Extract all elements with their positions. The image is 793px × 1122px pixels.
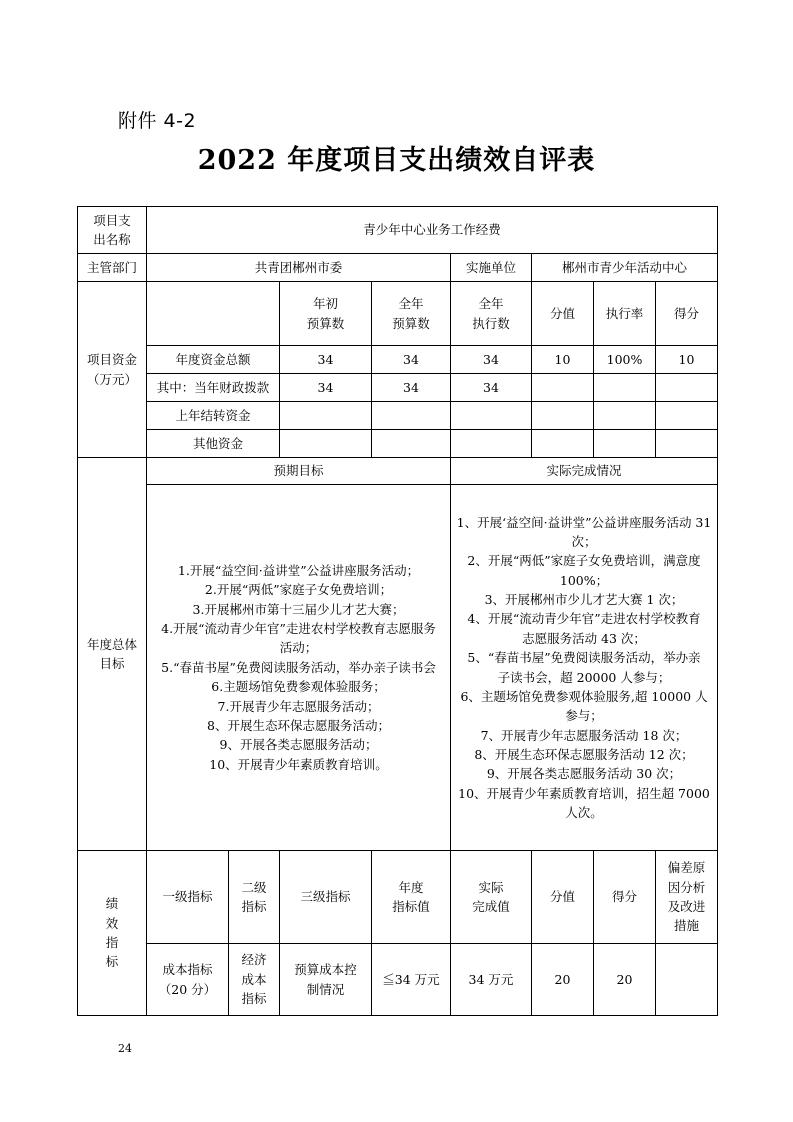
- funds-initial: [280, 430, 372, 458]
- funds-value: 10: [532, 346, 594, 374]
- funds-exec: [451, 402, 532, 430]
- score-header: 得分: [656, 282, 718, 346]
- level3-cell: 预算成本控 制情况: [280, 944, 372, 1016]
- actual-cell: 34 万元: [451, 944, 532, 1016]
- department-row: [78, 254, 718, 282]
- indicator-row: [78, 944, 718, 1016]
- funds-rate: [594, 402, 656, 430]
- funds-row-label: 其中：当年财政拨款: [147, 374, 280, 402]
- level1-cell: 成本指标 （20 分）: [147, 944, 229, 1016]
- funds-row: [78, 402, 718, 430]
- funds-full: [372, 402, 451, 430]
- attachment-label: 附件 4-2: [118, 110, 197, 132]
- project-name-value: 青少年中心业务工作经费: [147, 207, 718, 254]
- goals-content-row: [78, 485, 718, 851]
- level1-header: 一级指标: [147, 851, 229, 944]
- indicators-header-row: [78, 851, 718, 944]
- funds-initial: [280, 402, 372, 430]
- funds-initial: 34: [280, 374, 372, 402]
- value-header: 分值: [532, 851, 594, 944]
- unit-value: 郴州市青少年活动中心: [532, 254, 718, 282]
- funds-exec: 34: [451, 374, 532, 402]
- actual-completion-header: 实际完成情况: [451, 458, 718, 485]
- actual-header: 实际 完成值: [451, 851, 532, 944]
- funds-blank-header: [147, 282, 280, 346]
- score-value-header: 分值: [532, 282, 594, 346]
- funds-full: 34: [372, 346, 451, 374]
- funds-row: [78, 346, 718, 374]
- expected-goals-header: 预期目标: [147, 458, 451, 485]
- level2-header: 二级 指标: [229, 851, 280, 944]
- expected-goals-text: 1.开展“益空间·益讲堂”公益讲座服务活动； 2.开展“两低”家庭子女免费培训； 3.开展郴州市第十三届少儿才艺大赛； 4.开展“流动青少年官”走进农村学校教育志愿服务 活动； 5.“春苗书屋”免费阅读服务活动，举办亲子读书会 6.主题场馆免费参观体验服务； 7.开展青少年志愿服务活动； 8、开展生态环保志愿服务活动； 9、开展各类志愿服务活动； 10、开展青少年素质教育培训。: [147, 485, 451, 851]
- funds-value: [532, 430, 594, 458]
- funds-score: [656, 402, 718, 430]
- funds-score: 10: [656, 346, 718, 374]
- project-name-label: 项目支 出名称: [78, 207, 147, 254]
- funds-score: [656, 374, 718, 402]
- funds-label: 项目资金 （万元）: [78, 282, 147, 458]
- goals-header-row: [78, 458, 718, 485]
- funds-value: [532, 374, 594, 402]
- funds-row: [78, 374, 718, 402]
- funds-score: [656, 430, 718, 458]
- full-budget-header: 全年 预算数: [372, 282, 451, 346]
- score-header: 得分: [594, 851, 656, 944]
- target-cell: ≦34 万元: [372, 944, 451, 1016]
- funds-row: [78, 430, 718, 458]
- funds-rate: 100%: [594, 346, 656, 374]
- funds-value: [532, 402, 594, 430]
- performance-table: [77, 206, 718, 1016]
- funds-full: 34: [372, 374, 451, 402]
- project-name-row: [78, 207, 718, 254]
- funds-initial: 34: [280, 346, 372, 374]
- page-title: 2022 年度项目支出绩效自评表: [197, 145, 596, 176]
- funds-exec: [451, 430, 532, 458]
- initial-budget-header: 年初 预算数: [280, 282, 372, 346]
- score-cell: 20: [594, 944, 656, 1016]
- actual-completion-text: 1、开展‘益空间·益讲堂”公益讲座服务活动 31 次； 2、开展“两低”家庭子女免费培训，满意度 100%； 3、开展郴州市少儿才艺大赛 1 次； 4、开展“流动青少年官”走进农村学校教育 志愿服务活动 43 次； 5、“春苗书屋”免费阅读服务活动，举办亲 子读书会，超 20000 人参与； 6、主题场馆免费参观体验服务,超 10000 人 参与； 7、开展青少年志愿服务活动 18 次； 8、开展生态环保志愿服务活动 12 次； 9、开展各类志愿服务活动 30 次； 10、开展青少年素质教育培训，招生超 7000 人次。: [451, 485, 718, 851]
- funds-rate: [594, 374, 656, 402]
- funds-full: [372, 430, 451, 458]
- funds-exec: 34: [451, 346, 532, 374]
- level3-header: 三级指标: [280, 851, 372, 944]
- funds-rate: [594, 430, 656, 458]
- value-cell: 20: [532, 944, 594, 1016]
- dept-value: 共青团郴州市委: [147, 254, 451, 282]
- full-exec-header: 全年 执行数: [451, 282, 532, 346]
- funds-header-row: [78, 282, 718, 346]
- page-number: 24: [118, 1042, 132, 1055]
- target-header: 年度 指标值: [372, 851, 451, 944]
- goals-label: 年度总体 目标: [78, 458, 147, 851]
- funds-row-label: 上年结转资金: [147, 402, 280, 430]
- funds-row-label: 其他资金: [147, 430, 280, 458]
- exec-rate-header: 执行率: [594, 282, 656, 346]
- deviation-header: 偏差原 因分析 及改进 措施: [656, 851, 718, 944]
- unit-label: 实施单位: [451, 254, 532, 282]
- indicators-label: 绩 效 指 标: [78, 851, 147, 1016]
- dept-label: 主管部门: [78, 254, 147, 282]
- deviation-cell: [656, 944, 718, 1016]
- funds-row-label: 年度资金总额: [147, 346, 280, 374]
- level2-cell: 经济 成本 指标: [229, 944, 280, 1016]
